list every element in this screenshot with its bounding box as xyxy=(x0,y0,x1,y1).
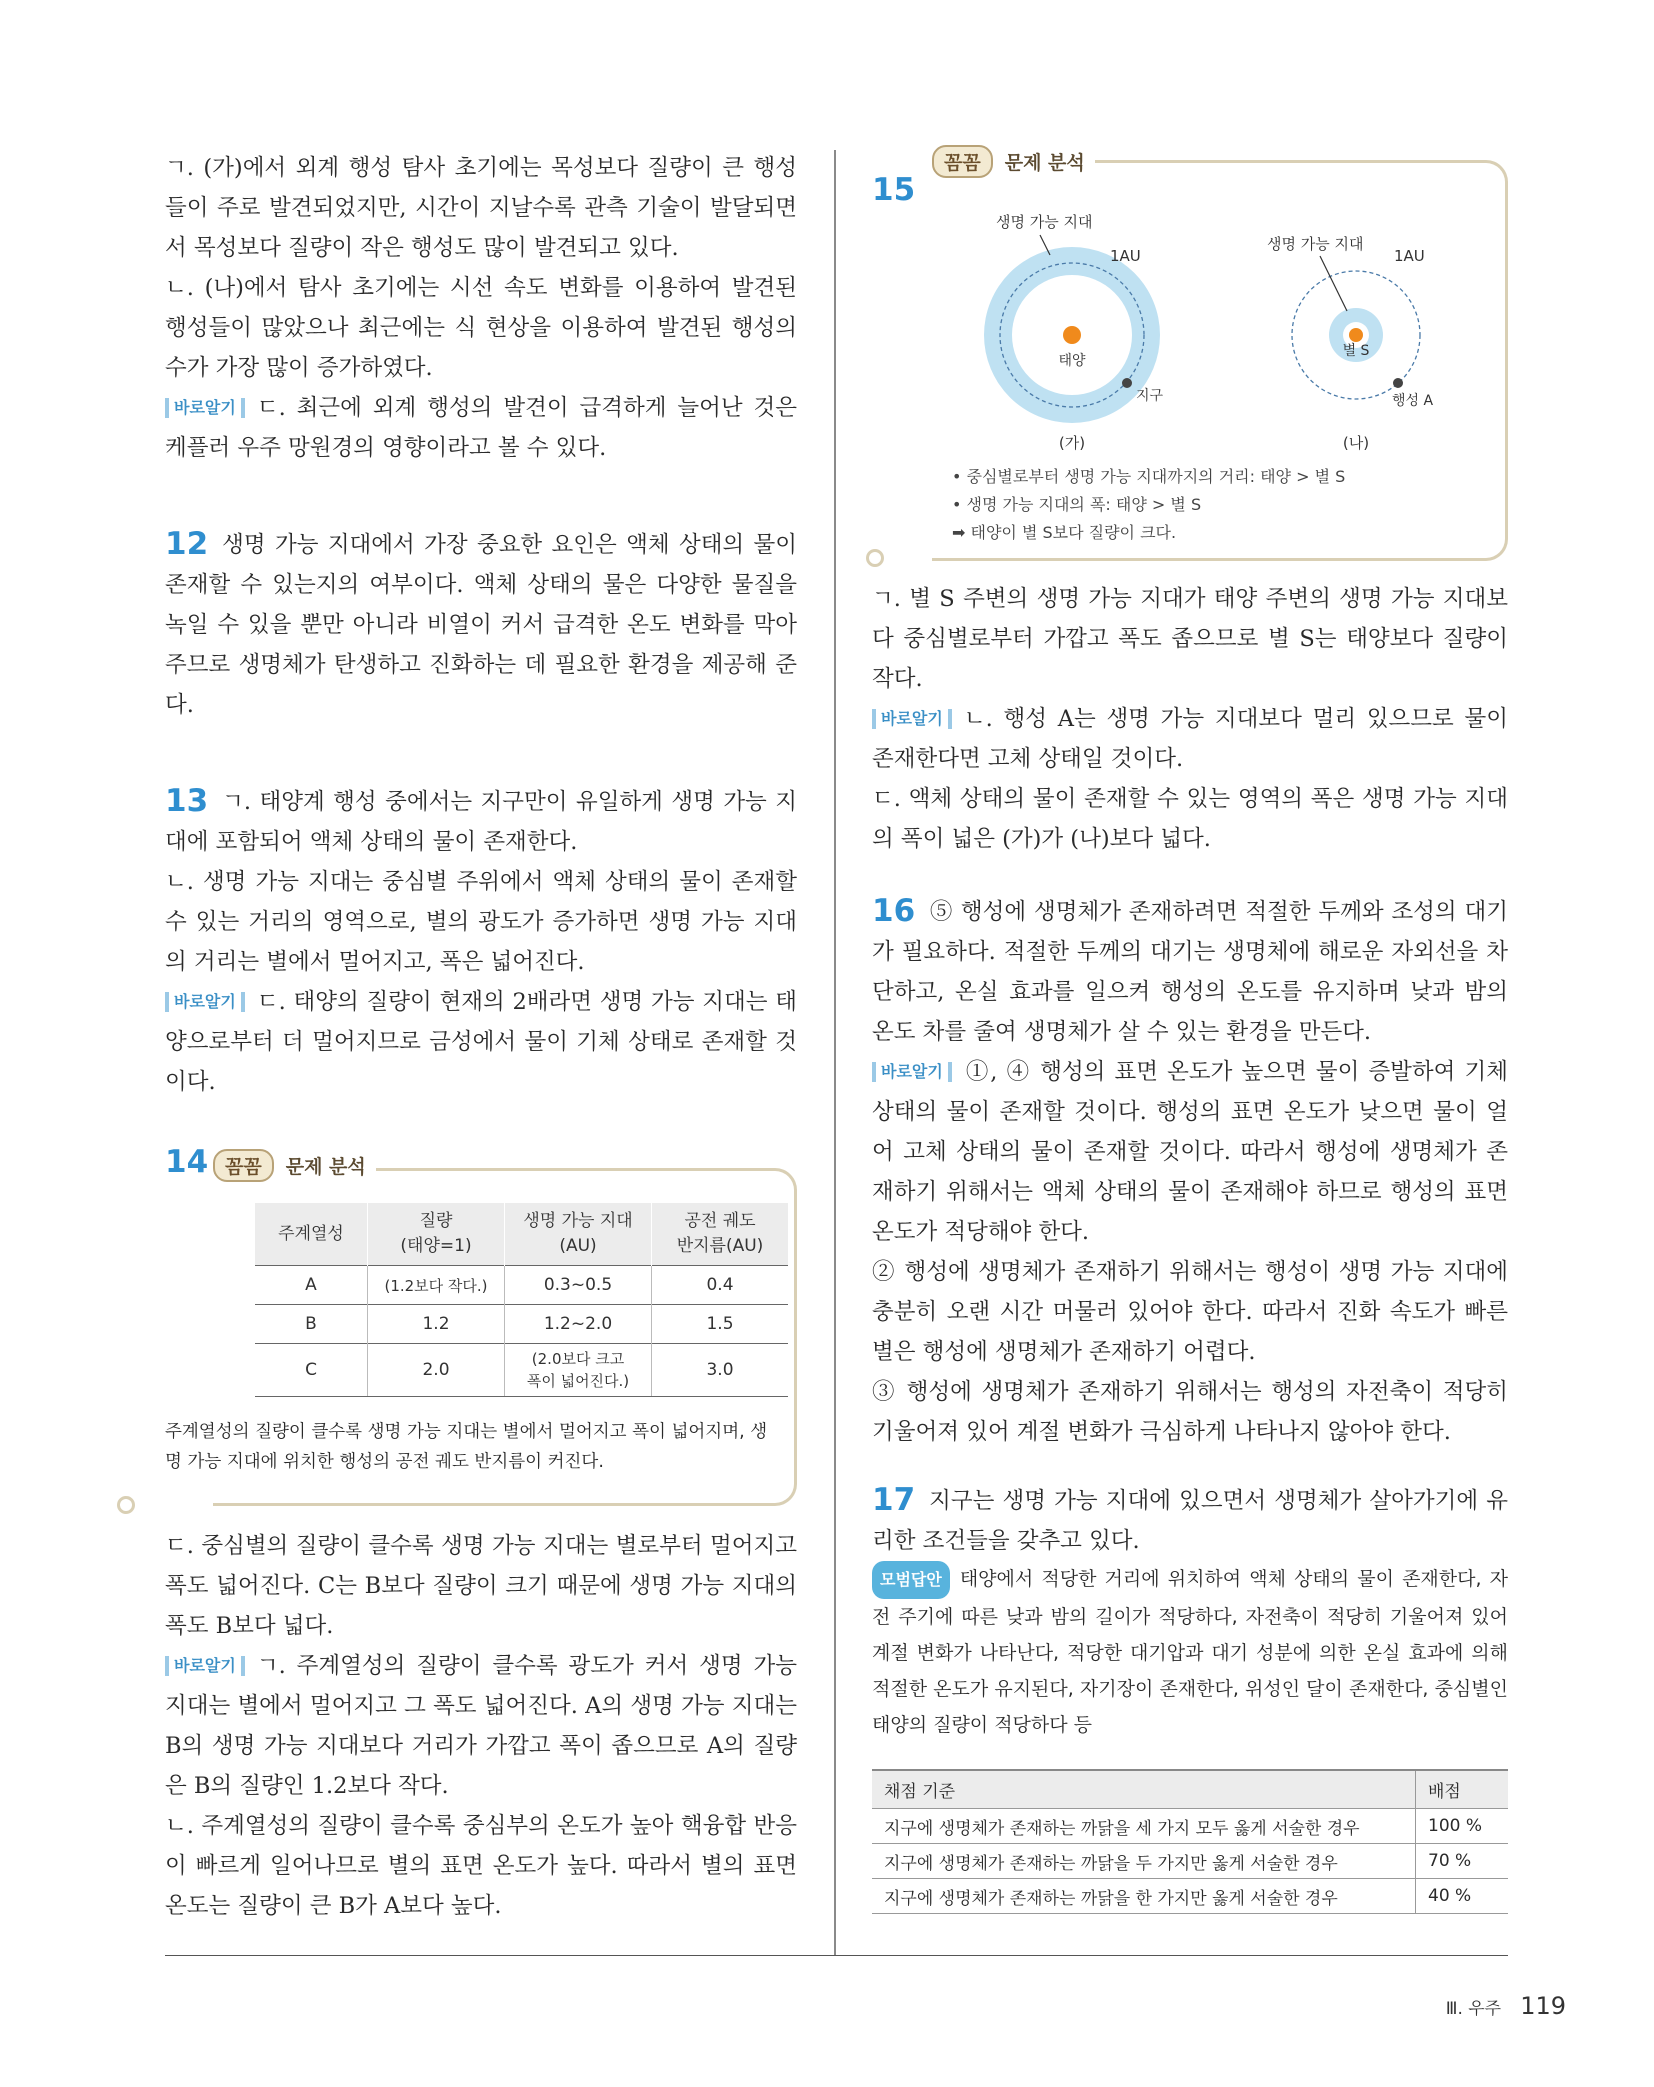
diagram-note: • 중심별로부터 생명 가능 지대까지의 거리: 태양 > 별 S xyxy=(952,467,1346,486)
analysis-title: 문제 분석 xyxy=(285,1156,366,1178)
analysis-box-15 xyxy=(932,152,1508,561)
sun-icon xyxy=(1063,326,1081,344)
answer-16-c: ② 행성에 생명체가 존재하기 위해서는 행성이 생명 가능 지대에 충분히 오랜 시간 머물러 있어야 한다. 따라서 진화 속도가 빠른 별은 행성에 생명체가 존재하기 어렵다. xyxy=(872,1259,1508,1365)
table-row: 지구에 생명체가 존재하는 까닭을 한 가지만 옳게 서술한 경우 40 % xyxy=(872,1879,1508,1914)
answer-15-c: ㄷ. 액체 상태의 물이 존재할 수 있는 영역의 폭은 생명 가능 지대의 폭이 넓은 (가)가 (나)보다 넓다. xyxy=(872,786,1508,852)
star-s-icon xyxy=(1349,328,1363,342)
zone-label-star-s: 생명 가능 지대 xyxy=(1267,235,1364,253)
question-number-13: 13 xyxy=(165,783,209,819)
question-number-16: 16 xyxy=(872,893,916,929)
zone-pointer xyxy=(1320,256,1347,311)
connector-knob xyxy=(866,549,884,567)
ggum-badge: 꼼꼼 xyxy=(213,1149,274,1182)
model-answer-badge: 모범답안 xyxy=(872,1561,950,1599)
table-header: 배점 xyxy=(1416,1770,1509,1809)
connector-knob xyxy=(117,1496,135,1514)
correction-badge: 바로알기 xyxy=(165,992,245,1012)
answer-14-c: ㄴ. 주계열성의 질량이 클수록 중심부의 온도가 높아 핵융합 반응이 빠르게 일어나므로 별의 표면 온도가 높다. 따라서 별의 표면 온도는 질량이 큰 B가 A보다 높다. xyxy=(165,1813,797,1919)
table-header: 주계열성 xyxy=(255,1203,368,1266)
left-column xyxy=(165,148,797,1926)
caption-ga: (가) xyxy=(1058,434,1086,452)
answer-15-a: ㄱ. 별 S 주변의 생명 가능 지대가 태양 주변의 생명 가능 지대보다 중심별로부터 가깝고 폭도 좁으므로 별 S는 태양보다 질량이 작다. xyxy=(872,586,1508,692)
sun-label: 태양 xyxy=(1058,353,1086,369)
answer-11-a: ㄱ. (가)에서 외계 행성 탐사 초기에는 목성보다 질량이 큰 행성들이 주로 발견되었지만, 시간이 지날수록 관측 기술이 발달되면서 목성보다 질량이 작은 행성도 많이 발견되고 있다. xyxy=(165,155,797,261)
right-column xyxy=(872,150,1508,1914)
star-s-label: 별 S xyxy=(1342,343,1370,359)
column-divider xyxy=(834,150,836,1955)
table-header: 채점 기준 xyxy=(872,1770,1416,1809)
answer-13-a: 13 ㄱ. 태양계 행성 중에서는 지구만이 유일하게 생명 가능 지대에 포함되어 액체 상태의 물이 존재한다. xyxy=(165,783,797,855)
analysis-14 xyxy=(165,1144,797,1506)
earth-label: 지구 xyxy=(1136,388,1164,404)
answer-14-b: 바로알기 ㄱ. 주계열성의 질량이 클수록 광도가 커서 생명 가능 지대는 별에서 멀어지고 그 폭도 넓어진다. A의 생명 가능 지대는 B의 생명 가능 지대보다 거리가 가깝고 폭이 좁으므로 A의 질량은 B의 질량인 1.2보다 작다. xyxy=(165,1653,797,1799)
answer-17: 17 지구는 생명 가능 지대에 있으면서 생명체가 살아가기에 유리한 조건들을 갖추고 있다. xyxy=(872,1482,1508,1554)
correction-badge: 바로알기 xyxy=(872,1062,952,1082)
page-footer xyxy=(1446,1992,1566,2020)
answer-16-a: 16 ⑤ 행성에 생명체가 존재하려면 적절한 두께와 조성의 대기가 필요하다. 적절한 두께의 대기는 생명체에 해로운 자외선을 차단하고, 온실 효과를 일으켜 행성의 온도를 유지하며 낮과 밤의 온도 차를 줄여 생명체가 살 수 있는 환경을 만든다. xyxy=(872,893,1508,1045)
zone-label-sun: 생명 가능 지대 xyxy=(996,213,1093,231)
table-header: 생명 가능 지대 (AU) xyxy=(505,1203,652,1266)
table-header-row xyxy=(872,1770,1508,1809)
analysis-note-14: 주계열성의 질량이 클수록 생명 가능 지대는 별에서 멀어지고 폭이 넓어지며, 생명 가능 지대에 위치한 행성의 공전 궤도 반지름이 커진다. xyxy=(165,1422,768,1472)
table-row: A (1.2보다 작다.) 0.3~0.5 0.4 xyxy=(255,1266,788,1305)
question-number-12: 12 xyxy=(165,526,209,562)
table-row: C 2.0 (2.0보다 크고 폭이 넓어진다.) 3.0 xyxy=(255,1344,788,1397)
au-label-star-s: 1AU xyxy=(1394,247,1425,265)
analysis-title: 문제 분석 xyxy=(1004,152,1085,174)
diagram-note: • 생명 가능 지대의 폭: 태양 > 별 S xyxy=(952,495,1202,514)
answer-11-c: 바로알기 ㄷ. 최근에 외계 행성의 발견이 급격하게 늘어난 것은 케플러 우주 망원경의 영향이라고 볼 수 있다. xyxy=(165,395,797,461)
bottom-rule xyxy=(165,1955,1508,1956)
question-number-14: 14 xyxy=(165,1144,209,1180)
habitable-zone-diagram xyxy=(952,193,1512,453)
table-row: B 1.2 1.2~2.0 1.5 xyxy=(255,1305,788,1344)
caption-na: (나) xyxy=(1342,434,1370,452)
planet-a-icon xyxy=(1393,378,1403,388)
answer-12: 12 생명 가능 지대에서 가장 중요한 요인은 액체 상태의 물이 존재할 수 있는지의 여부이다. 액체 상태의 물은 다양한 물질을 녹일 수 있을 뿐만 아니라 비열이 커서 급격한 온도 변화를 막아주므로 생명체가 탄생하고 진화하는 데 필요한 환경을 제공해 준다. xyxy=(165,526,797,718)
answer-16-d: ③ 행성에 생명체가 존재하기 위해서는 행성의 자전축이 적당히 기울어져 있어 계절 변화가 극심하게 나타나지 않아야 한다. xyxy=(872,1379,1508,1445)
question-number-17: 17 xyxy=(872,1482,916,1518)
answer-13-b: ㄴ. 생명 가능 지대는 중심별 주위에서 액체 상태의 물이 존재할 수 있는 거리의 영역으로, 별의 광도가 증가하면 생명 가능 지대의 거리는 별에서 멀어지고, 폭은 넓어진다. xyxy=(165,869,797,975)
diagram-note: ➡ 태양이 별 S보다 질량이 크다. xyxy=(952,523,1177,542)
answer-15-b: 바로알기 ㄴ. 행성 A는 생명 가능 지대보다 멀리 있으므로 물이 존재한다면 고체 상태일 것이다. xyxy=(872,706,1508,772)
ggum-badge: 꼼꼼 xyxy=(932,145,993,178)
answer-11-b: ㄴ. (나)에서 탐사 초기에는 시선 속도 변화를 이용하여 발견된 행성들이 많았으나 최근에는 식 현상을 이용하여 발견된 행성의 수가 가장 많이 증가하였다. xyxy=(165,275,797,381)
model-answer-17: 모범답안 태양에서 적당한 거리에 위치하여 액체 상태의 물이 존재한다, 자전 주기에 따른 낮과 밤의 길이가 적당하다, 자전축이 적당히 기울어져 있어 계절 변화가 나타난다, 적당한 대기압과 대기 성분에 의한 온실 효과에 의해 적절한 온도가 유지된다, 자기장이 존재한다, 위성인 달이 존재한다, 중심별인 태양의 질량이 적당하다 등 xyxy=(872,1561,1508,1743)
table-header: 공전 궤도 반지름(AU) xyxy=(652,1203,789,1266)
planet-a-label: 행성 A xyxy=(1392,393,1434,409)
star-table xyxy=(255,1203,788,1397)
correction-badge: 바로알기 xyxy=(165,398,245,418)
au-label-sun: 1AU xyxy=(1110,247,1141,265)
answer-14-a: ㄷ. 중심별의 질량이 클수록 생명 가능 지대는 별로부터 멀어지고 폭도 넓어진다. C는 B보다 질량이 크기 때문에 생명 가능 지대의 폭도 B보다 넓다. xyxy=(165,1533,797,1639)
correction-badge: 바로알기 xyxy=(165,1656,245,1676)
table-row: 지구에 생명체가 존재하는 까닭을 세 가지 모두 옳게 서술한 경우 100 % xyxy=(872,1809,1508,1844)
answer-13-c: 바로알기 ㄷ. 태양의 질량이 현재의 2배라면 생명 가능 지대는 태양으로부터 더 멀어지므로 금성에서 물이 기체 상태로 존재할 것이다. xyxy=(165,989,797,1095)
page-number: 119 xyxy=(1520,1992,1566,2020)
table-row: 지구에 생명체가 존재하는 까닭을 두 가지만 옳게 서술한 경우 70 % xyxy=(872,1844,1508,1879)
table-header-row xyxy=(255,1203,788,1266)
answer-16-b: 바로알기 ①, ④ 행성의 표면 온도가 높으면 물이 증발하여 기체 상태의 물이 존재할 것이다. 행성의 표면 온도가 낮으면 물이 얼어 고체 상태의 물이 존재할 것이다. 따라서 행성에 생명체가 존재하기 위해서는 액체 상태의 물이 존재해야 하므로 행성의 표면 온도가 적당해야 한다. xyxy=(872,1059,1508,1245)
analysis-15 xyxy=(872,152,1508,561)
section-label: Ⅲ. 우주 xyxy=(1445,1999,1502,2019)
question-number-15: 15 xyxy=(872,172,916,208)
table-header: 질량 (태양=1) xyxy=(368,1203,505,1266)
earth-icon xyxy=(1122,378,1132,388)
scoring-table xyxy=(872,1769,1508,1914)
correction-badge: 바로알기 xyxy=(872,709,952,729)
